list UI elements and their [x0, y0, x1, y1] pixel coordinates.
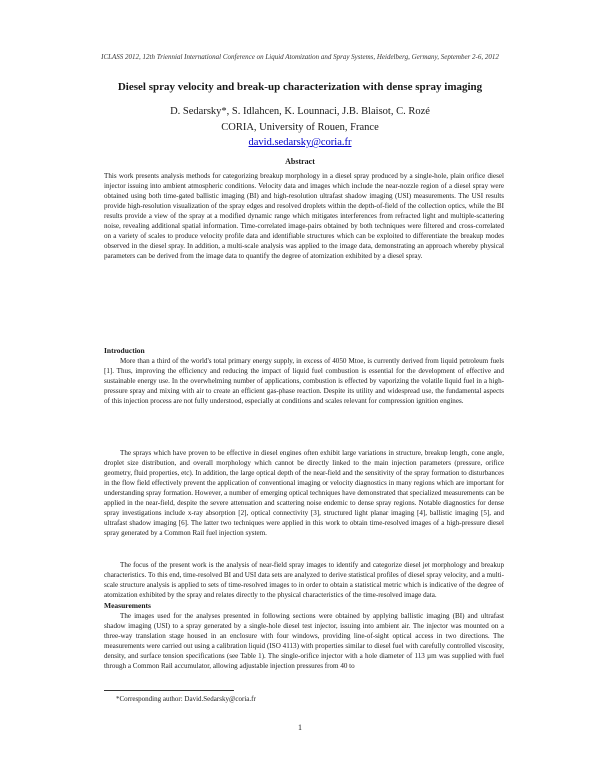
footnote: *Corresponding author: David.Sedarsky@coria.fr — [116, 695, 256, 703]
conference-header: ICLASS 2012, 12th Triennial International Conference on Liquid Atomization and Spray Systems, Heidelberg, Germany, September 2-6, 2012 — [101, 53, 499, 61]
affiliation: CORIA, University of Rouen, France — [221, 122, 379, 133]
abstract-text: This work presents analysis methods for categorizing breakup morphology in a diesel spray produced by a single-hole, plain orifice diesel injector issuing into ambient atmospheric conditions. Velocity data and images which include the near-nozzle region of a diesel spray were obtained using both time-gated ballistic imaging (BI) and high-resolution ultrafast shadow imaging (USI) measurements. The USI results provide high-resolution visualization of the spray edges and resolved droplets within the depth-of-field of the collection optics, while the BI results provide a view of the spray at a modified dynamic range which mitigates interferences from refracted light and multiple-scattering noise, revealing additional spatial information. Time-correlated image-pairs obtained by both techniques were filtered and cross-correlated on a variety of scales to produce velocity profile data and identifiable structures which can be exploited to differentiate the breakup modes observed in the diesel spray. In addition, a multi-scale analysis was applied to the image data, demonstrating an approach whereby physical parameters can be derived from the image data to quantify the degree of atomization exhibited by a diesel spray. — [104, 172, 504, 260]
measurements-paragraph-1: The images used for the analyses presented in following sections were obtained by applying ballistic imaging (BI) and ultrafast shadow imaging (USI) to a spray generated by a single-hole diesel test injector, issuing into ambient air. The injector was mounted on a three-way translation stage housed in an enclosure with four windows, providing line-of-sight optical access in two directions. The measurements were carried out using a calibration liquid (ISO 4113) with properties similar to diesel fuel with carefully controlled viscosity, density, and surface tension specifications (see Table 1). The single-orifice injector with a hole diameter of 113 µm was supplied with fuel through a Common Rail accumulator, allowing adjustable injection pressures from 40 to — [104, 612, 504, 670]
introduction-heading: Introduction — [104, 346, 145, 355]
page-number: 1 — [298, 723, 302, 732]
intro-paragraph-1: More than a third of the world's total primary energy supply, in excess of 4050 Mtoe, is currently derived from liquid petroleum fuels [1]. Thus, improving the efficiency and reducing the impact of liquid fuel combustion is essential for the development of effective and sustainable energy use. In the overwhelming number of applications, combustion is effected by vaporizing the volatile liquid fuel in a high-pressure spray and mixing with air to create an efficient gas-phase reaction. Despite its utility and widespread use, the fundamental aspects of this injection process are not fully understood, especially at conditions and scales relevant for compression ignition engines. — [104, 357, 504, 405]
intro-paragraph-3: The focus of the present work is the analysis of near-field spray images to identify and categorize diesel jet morphology and breakup characteristics. To this end, time-resolved BI and USI data sets are analyzed to derive statistical profiles of diesel spray velocity, and a multi-scale structure analysis is applied to sets of time-resolved images to in order to obtain a statistical metric which is indicative of the degree of atomization exhibited by the spray and relates directly to the physical characteristics of the time-resolved image data. — [104, 561, 504, 599]
footnote-divider — [104, 690, 234, 691]
email-link[interactable]: david.sedarsky@coria.fr — [248, 137, 352, 148]
paper-title: Diesel spray velocity and break-up characterization with dense spray imaging — [117, 81, 483, 93]
intro-paragraph-2: The sprays which have proven to be effective in diesel engines often exhibit large variations in structure, breakup length, cone angle, droplet size distribution, and overall morphology which cannot be directly linked to the main injection parameters (pressure, orifice geometry, fluid properties, etc). In addition, the large optical depth of the near-field and the sensitivity of the spray formation to disturbances in the flow field effectively prevent the application of conventional imaging or velocity diagnostics in many regions which are important for understanding spray formation. However, a number of emerging optical techniques have demonstrated that specialized measurements can be applied in the near-field, despite the severe attenuation and scattering noise endemic to dense spray regions. Notable diagnostics for dense spray investigations include x-ray absorption [2], optical connectivity [3], structured light planar imaging [4], ballistic imaging [5], and ultrafast shadow imaging [6]. The latter two techniques were applied in this work to obtain time-resolved images of a high-pressure diesel spray generated by a Common Rail fuel injection system. — [104, 449, 504, 537]
email-line — [0, 137, 600, 148]
abstract-heading: Abstract — [285, 157, 315, 166]
authors: D. Sedarsky*, S. Idlahcen, K. Lounnaci, J.B. Blaisot, C. Rozé — [170, 106, 430, 117]
measurements-heading: Measurements — [104, 601, 151, 610]
